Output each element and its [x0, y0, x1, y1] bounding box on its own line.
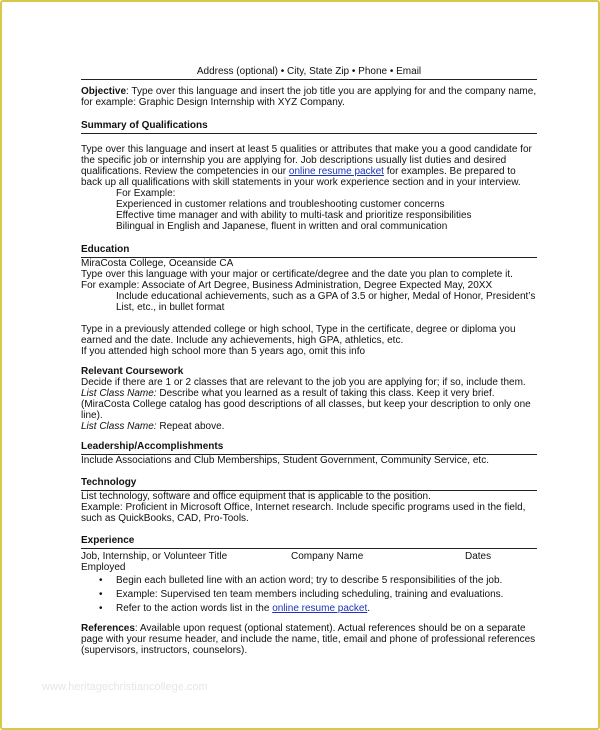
education-previous: Type in a previously attended college or high school, Type in the certificate, degree or diploma you earned and the date. Include any achievements, high GPA, athletics, etc.: [81, 324, 516, 346]
bullet-icon: •: [99, 603, 103, 614]
experience-heading: Experience: [81, 535, 135, 546]
class-description: Describe what you learned as a result of taking this class. Keep it very brief. (MiraCosta College catalog has good descriptions of all classes, but keep your description to only one line).: [81, 388, 531, 421]
technology-example: Example: Proficient in Microsoft Office, Internet research. Include specific programs used in the field, such as QuickBooks, CAD, Pro-Tools.: [81, 502, 526, 524]
education-previous-note: If you attended high school more than 5 years ago, omit this info: [81, 346, 366, 357]
experience-rule: [81, 548, 537, 549]
coursework-heading: Relevant Coursework: [81, 366, 184, 377]
references-section: [81, 623, 537, 656]
list-item: [99, 575, 537, 586]
class-name-label: List Class Name:: [81, 388, 157, 399]
education-college: MiraCosta College, Oceanside CA: [81, 258, 234, 269]
resume-page: [81, 66, 537, 656]
technology-line: List technology, software and office equipment that is applicable to the position.: [81, 491, 431, 502]
class-description: Repeat above.: [156, 421, 225, 432]
coursework-class-1: [81, 388, 537, 421]
job-title-column: Job, Internship, or Volunteer Title: [81, 551, 228, 562]
experience-bullets: [81, 575, 537, 614]
bullet-text: Example: Supervised ten team members including scheduling, training and evaluations.: [116, 589, 504, 600]
references-text: : Available upon request (optional statement). Actual references should be on a separate page with your resume header, and include the name, title, email and phone of professional references (supervisors, instructors, counselors).: [81, 623, 536, 656]
bullet-text: Begin each bulleted line with an action word; try to describe 5 responsibilities of the job.: [116, 575, 503, 586]
qualifications-item: Effective time manager and with ability to multi-task and prioritize responsibilities: [116, 210, 472, 221]
leadership-heading: Leadership/Accomplishments: [81, 441, 224, 452]
education-heading: Education: [81, 244, 130, 255]
bullet-text-end: .: [367, 603, 371, 614]
bullet-icon: •: [99, 589, 103, 600]
online-resume-packet-link[interactable]: online resume packet: [288, 166, 384, 177]
education-line: For example: Associate of Art Degree, Business Administration, Degree Expected May, 20XX: [81, 280, 493, 291]
online-resume-packet-link[interactable]: online resume packet: [272, 603, 368, 614]
technology-heading: Technology: [81, 477, 137, 488]
employed-label: Employed: [81, 562, 126, 573]
education-line: Type over this language with your major or certificate/degree and the date you plan to complete it.: [81, 269, 513, 280]
qualifications-intro-text-2: for examples. Be prepared to back up all qualifications with skill statements in your work experience section and in your interview.: [81, 166, 521, 188]
dates-column: Dates: [465, 551, 492, 562]
bullet-text: Refer to the action words list in the: [116, 603, 273, 614]
qualifications-item: Bilingual in English and Japanese, fluent in written and oral communication: [116, 221, 448, 232]
coursework-line: Decide if there are 1 or 2 classes that are relevant to the job you are applying for; if so, include them.: [81, 377, 526, 388]
objective-section: [81, 86, 537, 108]
class-name-label: List Class Name:: [81, 421, 157, 432]
objective-text: : Type over this language and insert the job title you are applying for and the company name, for example: Graphic Design Internship with XYZ Company.: [81, 86, 537, 108]
contact-line: Address (optional) • City, State Zip • Phone • Email: [196, 66, 422, 77]
list-item: [99, 603, 537, 614]
qualifications-item: Experienced in customer relations and troubleshooting customer concerns: [116, 199, 445, 210]
education-achievements: Include educational achievements, such as a GPA of 3.5 or higher, Medal of Honor, President’s List, etc., in bullet format: [116, 291, 536, 313]
coursework-class-2: [81, 421, 537, 432]
watermark: www.heritagechristiancollege.com: [42, 681, 208, 693]
objective-label: Objective: [81, 86, 127, 97]
list-item: [99, 589, 537, 600]
bullet-icon: •: [99, 575, 103, 586]
company-name-column: Company Name: [291, 551, 364, 562]
references-label: References: [81, 623, 135, 634]
experience-columns: [81, 551, 537, 562]
qualifications-intro: [81, 144, 537, 188]
leadership-text: Include Associations and Club Memberships, Student Government, Community Service, etc.: [81, 455, 489, 466]
qualifications-item: For Example:: [116, 188, 176, 199]
qualifications-intro-text: Type over this language and insert at least 5 qualities or attributes that make you a good candidate for the specific job or internship you are applying for. Job descriptions usually list duties and desired qualifications. Review the competencies in our: [81, 144, 532, 177]
qualifications-heading: Summary of Qualifications: [81, 120, 208, 131]
